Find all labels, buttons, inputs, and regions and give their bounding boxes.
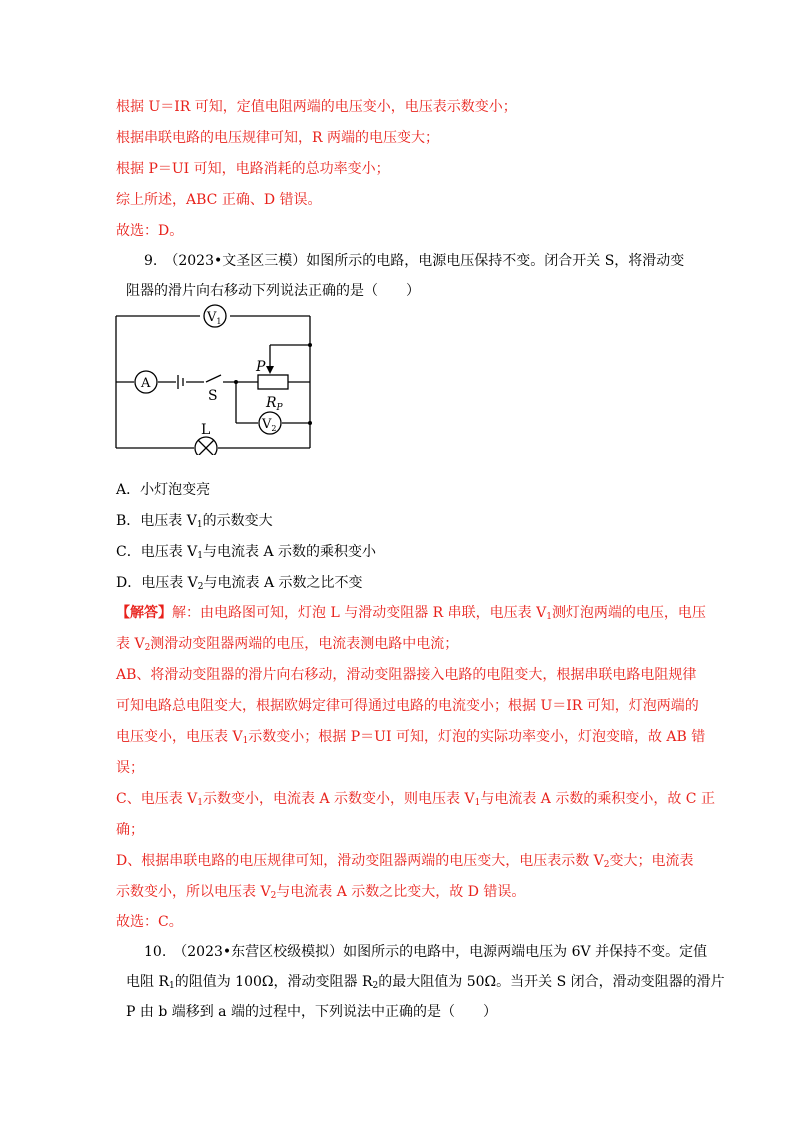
q9-option-a: A．小灯泡变亮: [116, 482, 211, 498]
q9-option-c: C．电压表 $V_1$与电流表 A 示数的乘积变小: [116, 544, 377, 561]
q9-stem-line-1: 9. （2023•文圣区三模）如图所示的电路，电源电压保持不变。闭合开关 S，将滑动变: [144, 253, 685, 269]
prev-answer: 故选：D。: [116, 223, 184, 239]
q9-option-d: D．电压表 $V_2$与电流表 A 示数之比不变: [116, 575, 363, 592]
q9-stem-line-2: 阻器的滑片向右移动下列说法正确的是（ ）: [126, 283, 420, 299]
q9-solution-line-6: 误；: [116, 760, 144, 776]
solution-tag: 【解答】: [116, 605, 172, 621]
q9-solution-line-1: 【解答】解：由电路图可知，灯泡 L 与滑动变阻器 R 串联，电压表 $V_1$测灯泡两端的电压，电压: [116, 605, 706, 622]
q10-stem-line-2: 电阻 $R_1$的阻值为 100Ω，滑动变阻器 $R_2$的最大阻值为 50Ω。当开关 S 闭合，滑动变阻器的滑片: [126, 974, 725, 991]
q10-stem-line-1: 10. （2023•东营区校级模拟）如图所示的电路中，电源两端电压为 6V 并保持不变。定值: [144, 944, 708, 960]
q9-solution-line-4: 可知电路总电阻变大，根据欧姆定律可得通过电路的电流变小；根据 U＝IR 可知，灯泡两端的: [116, 698, 699, 714]
v2-label: $V_2$: [262, 417, 277, 433]
prev-solution-line-2: 根据串联电路的电压规律可知，R 两端的电压变大；: [116, 130, 439, 146]
q10-stem-line-3: P 由 b 端移到 a 端的过程中，下列说法中正确的是（ ）: [126, 1004, 497, 1020]
prev-solution-line-3: 根据 P＝UI 可知，电路消耗的总功率变小；: [116, 161, 390, 177]
lamp-label: L: [201, 422, 211, 438]
q9-answer: 故选：C。: [116, 914, 183, 930]
q9-solution-line-7: C、电压表 $V_1$示数变小，电流表 A 示数变小，则电压表 $V_1$与电流表 A 示数的乘积变小，故 C 正: [116, 791, 715, 808]
q9-solution-line-3: AB、将滑动变阻器的滑片向右移动，滑动变阻器接入电路的电阻变大，根据串联电路电阻规律: [116, 667, 697, 683]
q9-solution-line-5: 电压变小，电压表 $V_1$示数变小；根据 P＝UI 可知，灯泡的实际功率变小，灯泡变暗，故 AB 错: [116, 729, 706, 746]
q9-solution-line-9: D、根据串联电路的电压规律可知，滑动变阻器两端的电压变大，电压表示数 $V_2$变大；电流表: [116, 853, 694, 870]
rheostat-label: $R_P$: [266, 395, 283, 413]
switch-label: S: [208, 388, 218, 404]
q9-solution-line-10: 示数变小，所以电压表 $V_2$与电流表 A 示数之比变大，故 D 错误。: [116, 884, 526, 901]
q9-solution-line-2: 表 $V_2$测滑动变阻器两端的电压，电流表测电路中电流；: [116, 636, 459, 653]
prev-solution-line-1: 根据 U＝IR 可知，定值电阻两端的电压变小，电压表示数变小；: [116, 99, 517, 115]
q9-solution-line-8: 确；: [116, 822, 144, 838]
v1-label: $V_1$: [207, 310, 222, 326]
prev-solution-line-4: 综上所述，ABC 正确、D 错误。: [116, 192, 322, 208]
q9-option-b: B．电压表 $V_1$的示数变大: [116, 513, 273, 530]
circuit-diagram: [108, 303, 320, 455]
ammeter-label: A: [141, 376, 151, 391]
slider-label: P: [256, 359, 266, 375]
